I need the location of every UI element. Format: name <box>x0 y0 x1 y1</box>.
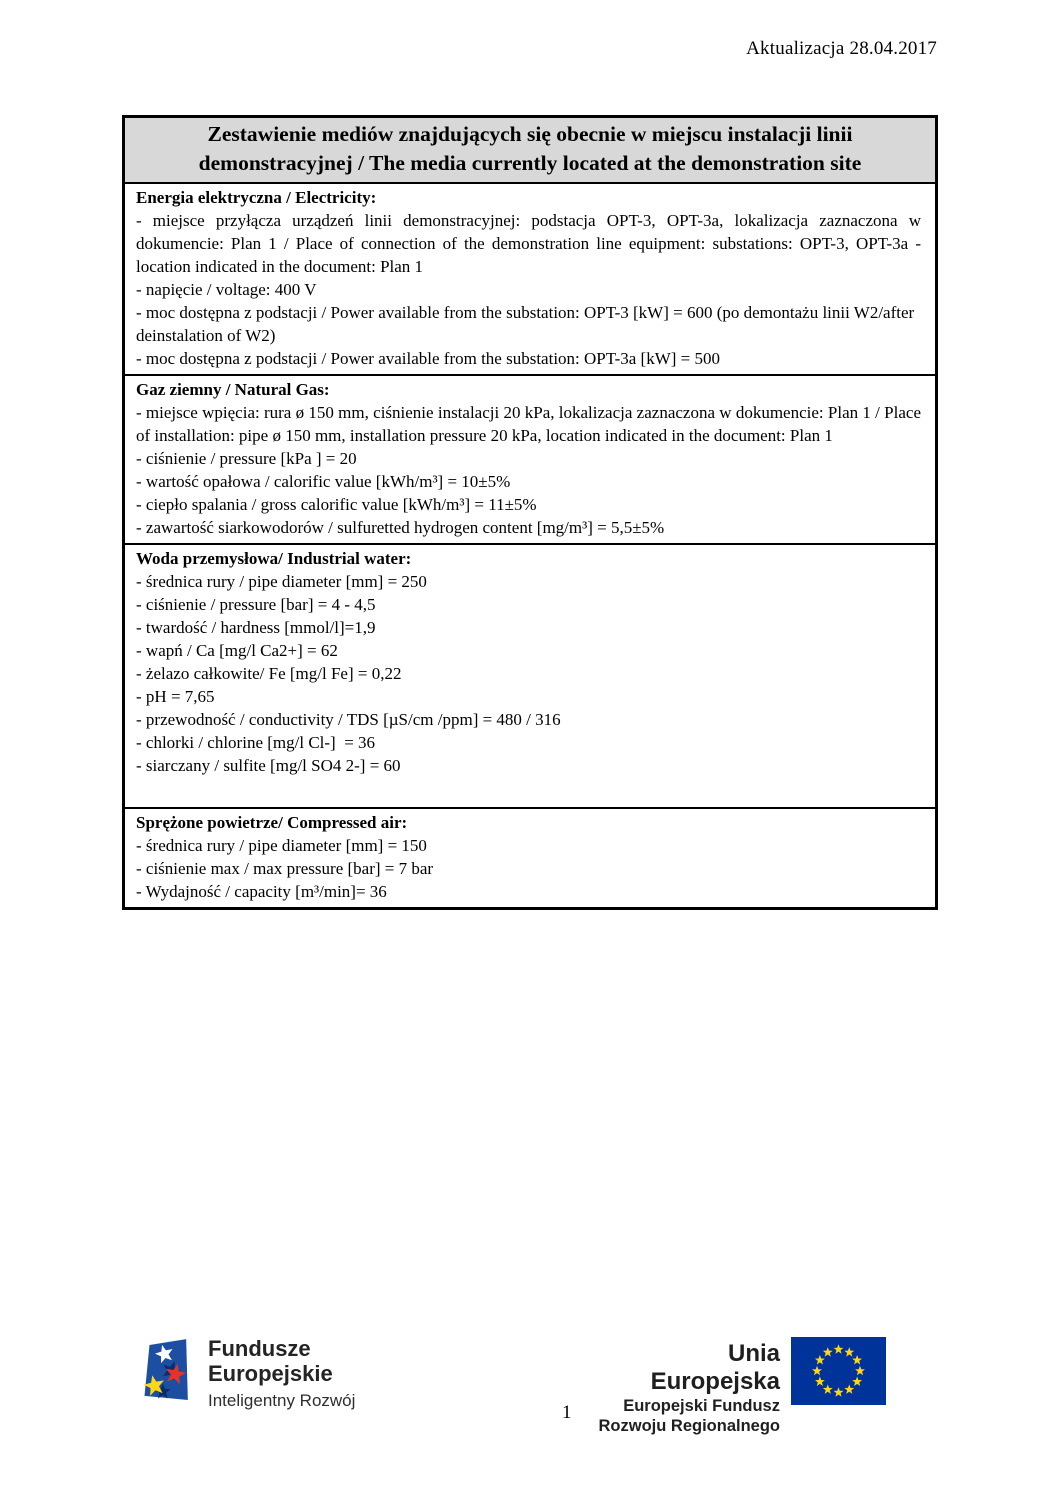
eu-logo-line1: Unia Europejska <box>650 1340 780 1395</box>
eu-flag-icon <box>790 1337 887 1405</box>
media-line: - Wydajność / capacity [m³/min]= 36 <box>136 882 387 901</box>
media-line: - średnica rury / pipe diameter [mm] = 150 <box>136 836 427 855</box>
media-line: - wartość opałowa / calorific value [kWh/m³] = 10±5% <box>136 472 511 491</box>
media-line: - ciśnienie / pressure [bar] = 4 - 4,5 <box>136 595 376 614</box>
section-electricity <box>125 184 935 374</box>
fundusze-logo-line1: Fundusze <box>208 1336 311 1361</box>
section-natural-gas <box>125 374 935 543</box>
section-heading: Gaz ziemny / Natural Gas: <box>136 380 330 399</box>
media-line: - miejsce przyłącza urządzeń linii demonstracyjnej: podstacja OPT-3, OPT-3a, lokalizacja zaznaczona w dokumencie: Plan 1 / Place of connection of the demonstration line equipment: substations: OPT-3, OPT-3a - location indicated in the document: Plan 1 <box>136 211 926 276</box>
media-table <box>122 115 938 910</box>
media-line: - zawartość siarkowodorów / sulfuretted hydrogen content [mg/m³] = 5,5±5% <box>136 518 665 537</box>
section-heading: Energia elektryczna / Electricity: <box>136 188 377 207</box>
fundusze-logo-subtitle: Inteligentny Rozwój <box>208 1391 356 1410</box>
media-line: - ciśnienie max / max pressure [bar] = 7 bar <box>136 859 434 878</box>
eu-logo-line3: Rozwoju Regionalnego <box>598 1417 780 1435</box>
section-compressed-air <box>125 807 935 907</box>
media-line: - wapń / Ca [mg/l Ca2+] = 62 <box>136 641 338 660</box>
section-industrial-water <box>125 543 935 807</box>
media-line: - średnica rury / pipe diameter [mm] = 250 <box>136 572 427 591</box>
media-line: - moc dostępna z podstacji / Power available from the substation: OPT-3 [kW] = 600 (po demontażu linii W2/after deinstalation of W2) <box>136 303 919 345</box>
fundusze-europejskie-logo <box>142 1331 355 1414</box>
fundusze-logo-line2: Europejskie <box>208 1361 333 1386</box>
eu-logo-line2: Europejski Fundusz <box>623 1397 780 1415</box>
update-note: Aktualizacja 28.04.2017 <box>746 38 937 59</box>
media-line: - pH = 7,65 <box>136 687 215 706</box>
media-line: - miejsce wpięcia: rura ø 150 mm, ciśnienie instalacji 20 kPa, lokalizacja zaznaczona w dokumencie: Plan 1 / Place of installation: pipe ø 150 mm, installation pressure 20 kPa, location indicated in the document: Plan 1 <box>136 403 926 445</box>
section-heading: Woda przemysłowa/ Industrial water: <box>136 549 412 568</box>
fundusze-flag-icon <box>142 1331 192 1414</box>
media-line: - ciśnienie / pressure [kPa ] = 20 <box>136 449 357 468</box>
media-line: - ciepło spalania / gross calorific value [kWh/m³] = 11±5% <box>136 495 537 514</box>
unia-europejska-logo <box>595 1337 887 1436</box>
media-line: - przewodność / conductivity / TDS [µS/cm /ppm] = 480 / 316 <box>136 710 561 729</box>
media-line: - napięcie / voltage: 400 V <box>136 280 317 299</box>
media-line: - żelazo całkowite/ Fe [mg/l Fe] = 0,22 <box>136 664 402 683</box>
eu-logo-text <box>595 1337 780 1436</box>
table-title: Zestawienie mediów znajdujących się obecnie w miejscu instalacji linii demonstracyjnej / The media currently located at the demonstration site <box>125 118 935 184</box>
fundusze-logo-text <box>208 1331 355 1411</box>
media-line: - siarczany / sulfite [mg/l SO4 2-] = 60 <box>136 756 401 775</box>
media-line: - moc dostępna z podstacji / Power available from the substation: OPT-3a [kW] = 500 <box>136 349 720 368</box>
media-line: - twardość / hardness [mmol/l]=1,9 <box>136 618 376 637</box>
section-heading: Sprężone powietrze/ Compressed air: <box>136 813 408 832</box>
media-line: - chlorki / chlorine [mg/l Cl-] = 36 <box>136 733 376 752</box>
page-number: 1 <box>562 1402 572 1423</box>
